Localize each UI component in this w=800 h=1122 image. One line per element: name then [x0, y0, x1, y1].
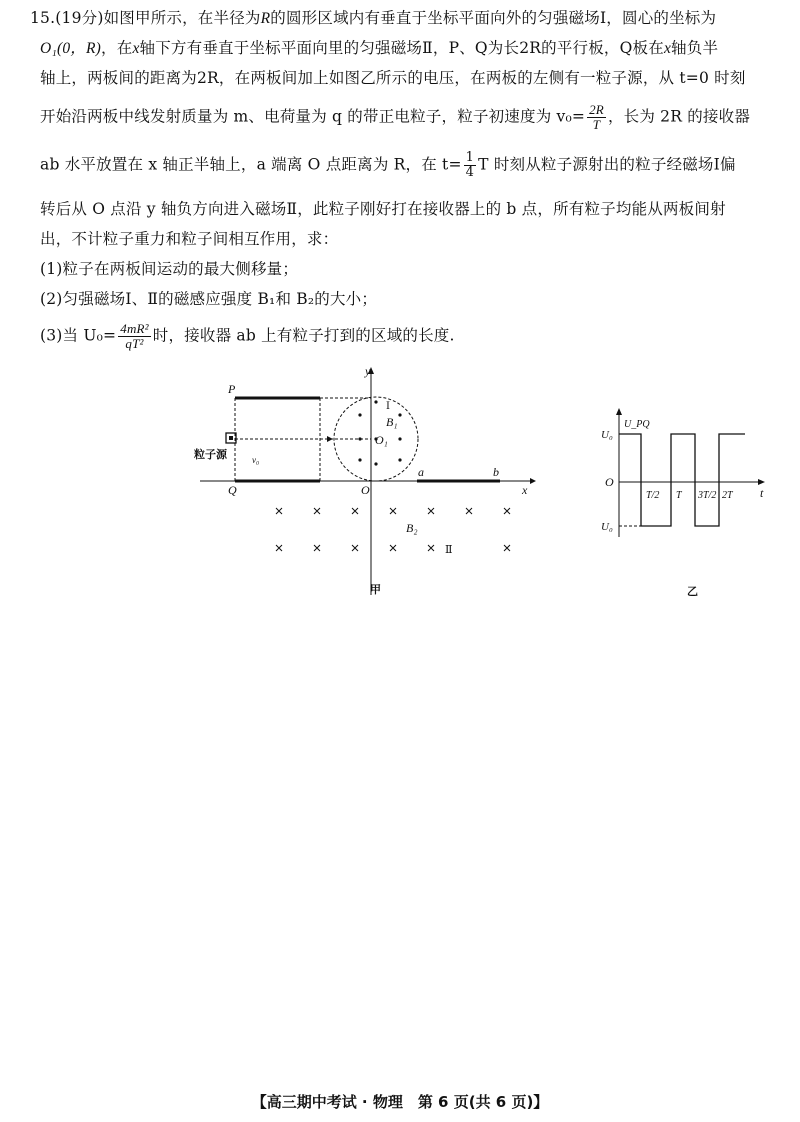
voltage-wave [619, 434, 745, 526]
text-seg: 的圆形区域内有垂直于坐标平面向外的匀强磁场Ⅰ，圆心的坐标为 [270, 9, 717, 27]
fraction-U0 [118, 322, 151, 351]
text-seg: 开始沿两板中线发射质量为 m、电荷量为 q 的带正电粒子，粒子初速度为 v₀= [40, 107, 586, 126]
caption-jia: 甲 [370, 583, 381, 596]
label-U0-top: U₀ [601, 429, 613, 441]
field-dot [398, 458, 401, 461]
text-seg: 轴下方有垂直于坐标平面向里的匀强磁场Ⅱ，P、Q为长2R的平行板，Q板在 [139, 39, 664, 57]
x-axis-arrow [530, 478, 536, 484]
question-line-2 [40, 36, 718, 58]
frac-den: T [592, 117, 601, 132]
question-line-6: 转后从 O 点沿 y 轴负方向进入磁场Ⅱ，此粒子刚好打在接收器上的 b 点，所有粒子均能从两板间射 [40, 200, 726, 218]
question-line-5 [40, 151, 736, 180]
text-seg: T 时刻从粒子源射出的粒子经磁场Ⅰ偏 [478, 155, 736, 174]
fraction-v0 [587, 103, 606, 132]
label-2T: 2T [722, 490, 733, 501]
label-B2: B₂ [406, 521, 418, 535]
frac-num: 4mR² [120, 321, 149, 336]
label-U-PQ: U_PQ [624, 419, 650, 430]
page-footer: 【高三期中考试 · 物理 第 6 页(共 6 页)】 [251, 1093, 549, 1111]
field-dot [358, 437, 361, 440]
label-P: P [228, 382, 236, 396]
var-x: x [663, 40, 672, 57]
question-line-7: 出，不计粒子重力和粒子间相互作用，求： [40, 230, 339, 248]
frac-den: qT² [125, 336, 144, 351]
field-2-crosses [276, 508, 510, 551]
label-B1: B₁ [386, 415, 398, 429]
label-region-1: Ⅰ [386, 401, 390, 412]
source-core [229, 436, 233, 440]
label-Q: Q [228, 483, 237, 497]
field-dot [358, 413, 361, 416]
field-dot [374, 462, 377, 465]
var-x: x [132, 40, 140, 57]
label-T-half: T/2 [646, 490, 660, 501]
field-dot [374, 400, 377, 403]
text-seg: 时，接收器 ab 上有粒子打到的区域的长度. [152, 326, 455, 345]
label-O1: O₁ [375, 433, 388, 447]
label-3T-half: 3T/2 [698, 490, 717, 501]
label-y-axis: y [365, 364, 371, 378]
figure-jia [190, 360, 550, 605]
label-O: O [361, 483, 370, 497]
coord-O1: O₁(0，R) [40, 40, 102, 57]
text-seg: ab 水平放置在 x 轴正半轴上，a 端离 O 点距离为 R，在 t= [40, 155, 462, 174]
label-O: O [605, 475, 614, 489]
question-number: 15. [30, 9, 56, 27]
label-b: b [493, 465, 499, 479]
label-x-axis: x [522, 483, 528, 497]
text-seg: ，长为 2R 的接收器 [607, 107, 751, 126]
field-dot [358, 458, 361, 461]
text-seg: (3)当 U₀= [40, 326, 117, 345]
velocity-arrow [327, 436, 333, 442]
label-a: a [418, 465, 424, 479]
text-seg: 如图甲所示，在半径为 [103, 9, 261, 27]
label-U0-bottom: U₀ [601, 521, 613, 533]
question-points: (19分) [55, 9, 104, 27]
label-v0: v₀ [252, 455, 260, 465]
text-seg: 轴负半 [671, 39, 719, 57]
sub-question-3 [40, 322, 455, 351]
fraction-quarter [464, 151, 476, 180]
question-line-4 [40, 103, 750, 132]
u-axis-arrow [616, 408, 622, 415]
label-region-2: Ⅱ [445, 544, 453, 556]
frac-den: 4 [465, 165, 475, 180]
label-source: 粒子源 [194, 448, 227, 461]
frac-num: 2R [589, 102, 604, 117]
question-line-1 [30, 6, 716, 28]
caption-yi: 乙 [687, 585, 698, 598]
label-T: T [676, 490, 682, 501]
field-dot [398, 437, 401, 440]
text-seg: ，在 [101, 39, 133, 57]
figure-yi [590, 405, 780, 605]
sub-question-2: (2)匀强磁场Ⅰ、Ⅱ的磁感应强度 B₁和 B₂的大小； [40, 290, 378, 308]
label-t-axis: t [760, 486, 764, 500]
var-R: R [260, 10, 271, 27]
field-dot [398, 413, 401, 416]
sub-question-1: (1)粒子在两板间运动的最大侧移量； [40, 260, 299, 278]
t-axis-arrow [758, 479, 765, 485]
question-line-3: 轴上，两板间的距离为2R，在两板间加上如图乙所示的电压，在两板的左侧有一粒子源，从 t=0 时刻 [40, 69, 746, 87]
frac-num: 1 [465, 150, 475, 165]
